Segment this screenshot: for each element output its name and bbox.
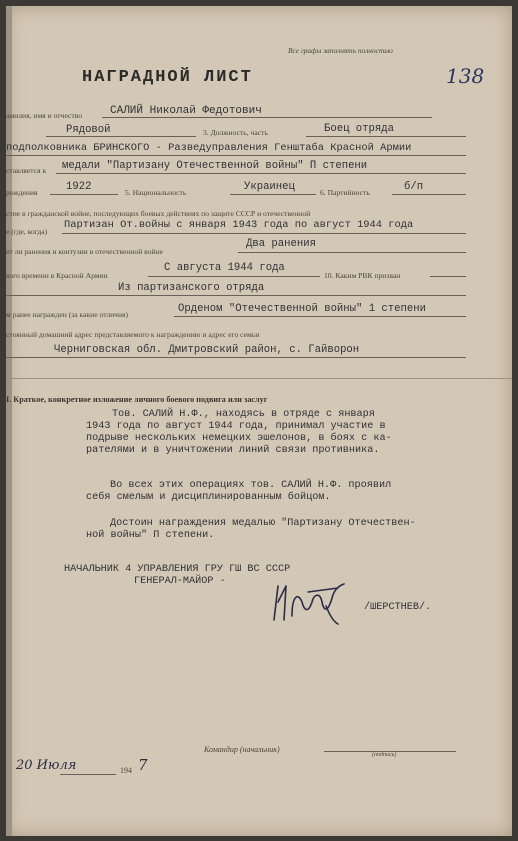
war-where-label: е (где, когда) bbox=[6, 227, 48, 236]
army-since-label: кого времени в Красной Армии bbox=[6, 271, 108, 280]
body-paragraph-1: Тов. САЛИЙ Н.Ф., находясь в отряде с января 1943 года по август 1944 года, принимал участие в подрыве нескольких немецких эшелонов, в боях с ка- рателями и в уничтожении линий связи противника. bbox=[86, 409, 392, 456]
signature-sublabel: (подпись) bbox=[372, 752, 397, 758]
rank-value: Рядовой bbox=[66, 124, 111, 136]
commander-label: Командир (начальник) bbox=[204, 745, 280, 754]
drafted-from-value: Из партизанского отряда bbox=[118, 282, 265, 294]
party-value: б/п bbox=[404, 181, 424, 193]
name-label: амилия, имя и отчество bbox=[6, 111, 83, 120]
rvk-label: 10. Каким РВК призван bbox=[324, 271, 401, 280]
body-paragraph-2: Во всех этих операциях тов. САЛИЙ Н.Ф. проявил себя смелым и дисциплинированным бойцом. bbox=[86, 480, 392, 503]
signature-position: НАЧАЛЬНИК 4 УПРАВЛЕНИЯ ГРУ ГШ ВС СССР bbox=[64, 564, 291, 575]
unit-value: подполковника БРИНСКОГО - Разведуправления Генштаба Красной Армии bbox=[6, 142, 412, 154]
page-left-edge bbox=[6, 6, 12, 836]
archive-number: 138 bbox=[446, 64, 485, 88]
post-label: 3. Должность, часть bbox=[203, 128, 268, 137]
army-since-value: С августа 1944 года bbox=[164, 262, 285, 274]
year-handwritten: 7 bbox=[138, 756, 148, 774]
war-participation-label: стие в гражданской войне, последующих боевых действиях по защите СССР и отечественной bbox=[6, 209, 311, 218]
name-value: САЛИЙ Николай Федотович bbox=[110, 105, 262, 117]
birth-label: рождения bbox=[6, 188, 38, 197]
war-participation-value: Партизан От.войны с января 1943 года по август 1944 года bbox=[64, 219, 414, 231]
post-value: Боец отряда bbox=[324, 123, 394, 135]
award-for-label: ставляется к bbox=[6, 166, 47, 175]
birth-year: 1922 bbox=[66, 181, 92, 193]
party-label: 6. Партийность bbox=[320, 188, 370, 197]
wounds-label: ет ли ранения и контузии в отечественной войне bbox=[6, 247, 164, 256]
wounds-value: Два ранения bbox=[246, 238, 316, 250]
prior-awards-label: м ранее награжден (за какие отличия) bbox=[6, 310, 129, 319]
document-title: НАГРАДНОЙ ЛИСТ bbox=[82, 68, 253, 87]
header-note: Все графы заполнять полностью bbox=[288, 46, 393, 55]
body-paragraph-3: Достоин награждения медалью "Партизану Отечествен- ной войны" П степени. bbox=[86, 518, 416, 541]
address-label: стоянный домашний адрес представляемого к награждению и адрес его семьи bbox=[6, 330, 260, 339]
signature-rank: ГЕНЕРАЛ-МАЙОР - bbox=[134, 576, 226, 587]
date-handwritten: 20 Июля bbox=[16, 758, 77, 773]
section-title: I. Краткое, конкретное изложение личного боевого подвига или заслуг bbox=[6, 395, 268, 404]
handwritten-signature-icon bbox=[268, 572, 352, 632]
address-value: Черниговская обл. Дмитровский район, с. Гайворон bbox=[54, 344, 360, 356]
nationality-value: Украинец bbox=[244, 181, 295, 193]
prior-awards-value: Орденом "Отечественной войны" 1 степени bbox=[178, 303, 426, 315]
award-for-value: медали "Партизану Отечественной войны" П степени bbox=[62, 160, 368, 172]
year-printed: 194 bbox=[120, 766, 132, 775]
signature-name: /ШЕРСТНЕВ/. bbox=[364, 602, 432, 613]
award-sheet-page bbox=[6, 6, 512, 836]
nationality-label: 5. Национальность bbox=[125, 188, 187, 197]
